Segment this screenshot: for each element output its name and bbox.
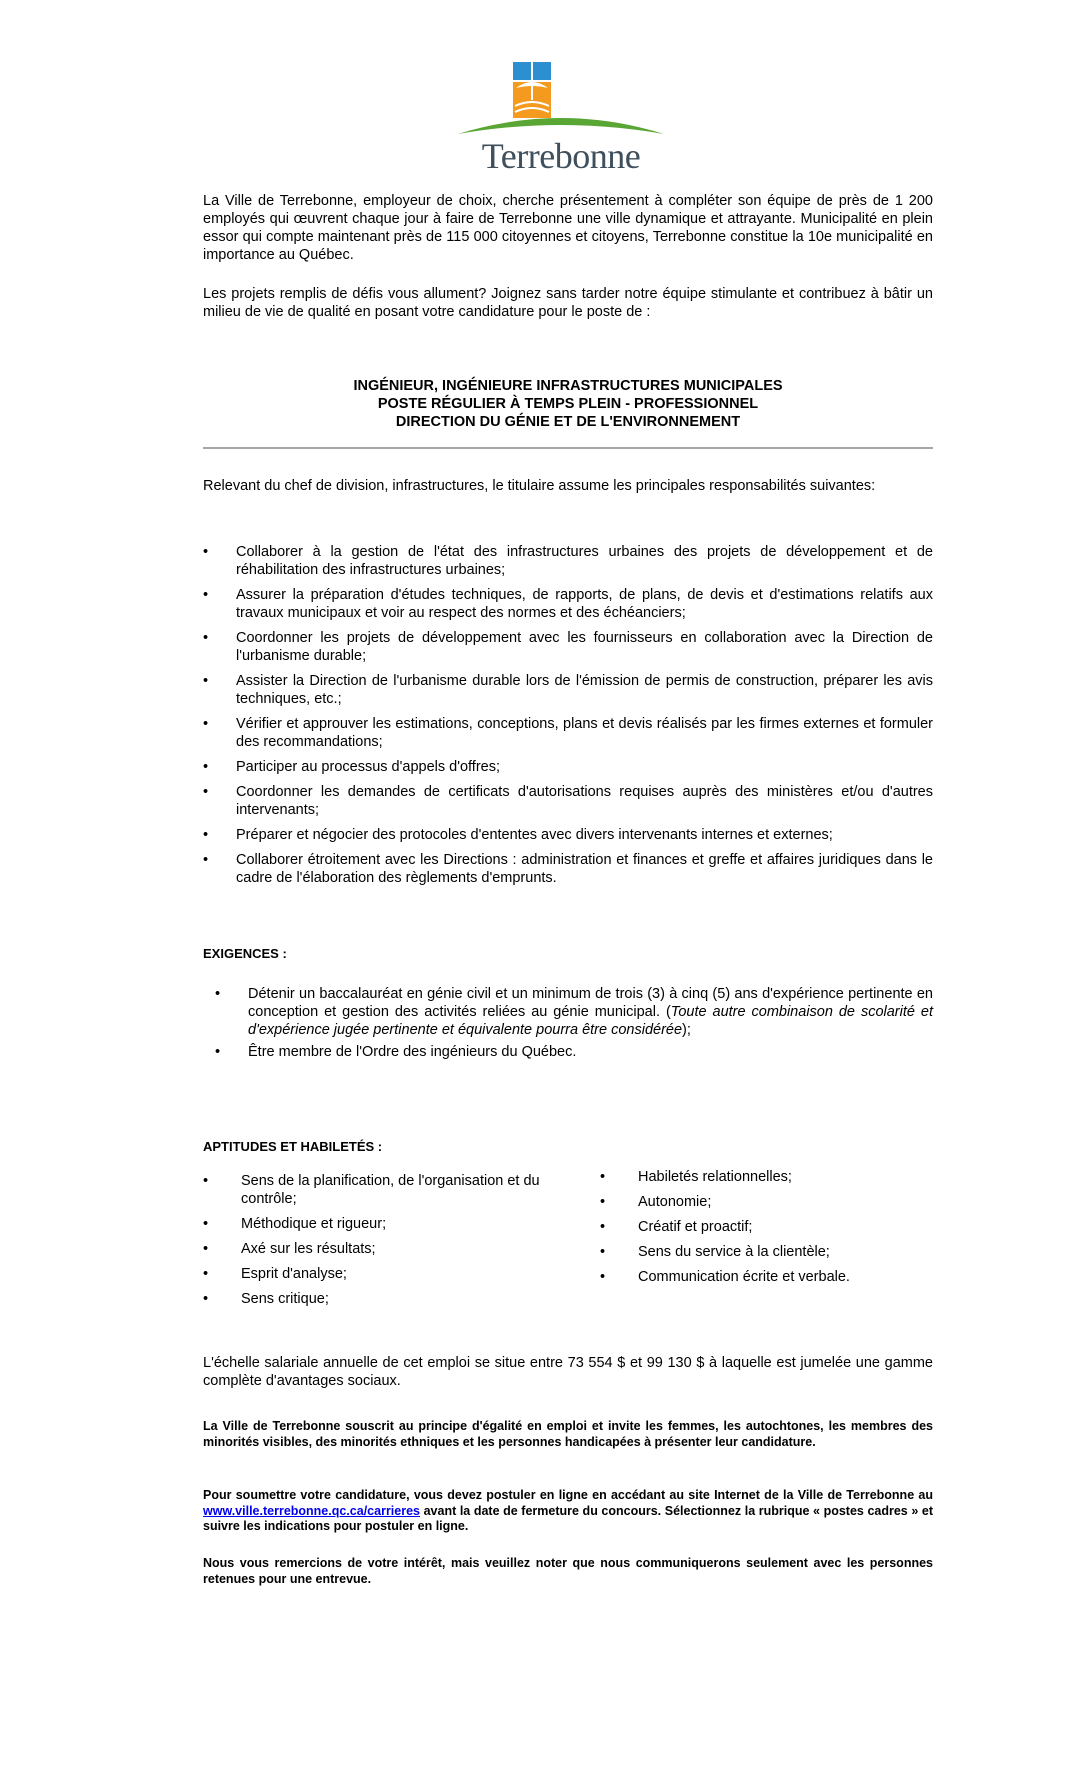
- aptitudes-heading: APTITUDES ET HABILETÉS :: [203, 1139, 383, 1154]
- list-item: • Sens critique;: [203, 1291, 329, 1307]
- responsibilities-lead: Relevant du chef de division, infrastructures, le titulaire assume les principales responsabilités suivantes:: [203, 478, 876, 494]
- list-item: • Assurer la préparation d'études techniques, de rapports, de plans, de devis et d'estimations relatifs aux travaux municipaux et voir au respect des normes et des échéanciers;: [203, 587, 933, 621]
- responsibilities-list: [203, 543, 933, 894]
- bullet-icon: •: [215, 986, 221, 1002]
- job-title: INGÉNIEUR, INGÉNIEURE INFRASTRUCTURES MUNICIPALES: [353, 378, 783, 394]
- salary-paragraph: L'échelle salariale annuelle de cet emploi se situe entre 73 554 $ et 99 130 $ à laquelle est jumelée une gamme complète d'avantages sociaux.: [203, 1355, 933, 1389]
- intro-paragraph-2: Les projets remplis de défis vous allument? Joignez sans tarder notre équipe stimulante et contribuez à bâtir un milieu de vie de qualité en posant votre candidature pour le poste de :: [203, 286, 933, 320]
- terrebonne-logo: [456, 58, 666, 178]
- list-item: • Communication écrite et verbale.: [600, 1269, 850, 1285]
- list-item: • Être membre de l'Ordre des ingénieurs du Québec.: [215, 1044, 577, 1060]
- list-item: • Collaborer à la gestion de l'état des infrastructures urbaines des projets de développement et de réhabilitation des infrastructures urbaines;: [203, 544, 933, 578]
- bullet-icon: •: [203, 1241, 209, 1257]
- list-item: • Coordonner les demandes de certificats d'autorisations requises auprès des ministères et/ou d'autres intervenants;: [203, 784, 933, 818]
- equality-statement: La Ville de Terrebonne souscrit au principe d'égalité en emploi et invite les femmes, les autochtones, les membres des minorités visibles, des minorités ethniques et les personnes handicapées à présenter leur candidature.: [203, 1419, 933, 1449]
- bullet-icon: •: [203, 852, 209, 868]
- list-item: • Préparer et négocier des protocoles d'ententes avec divers intervenants internes et externes;: [203, 827, 833, 843]
- list-item: • Méthodique et rigueur;: [203, 1216, 387, 1232]
- bullet-icon: •: [203, 784, 209, 800]
- careers-link[interactable]: www.ville.terrebonne.qc.ca/carrieres: [203, 1503, 420, 1518]
- bullet-icon: •: [203, 827, 209, 843]
- aptitudes-right-list: [600, 1168, 930, 1293]
- bullet-icon: •: [600, 1244, 606, 1260]
- bullet-icon: •: [600, 1269, 606, 1285]
- list-item: • Sens du service à la clientèle;: [600, 1244, 830, 1260]
- list-item: • Détenir un baccalauréat en génie civil et un minimum de trois (3) à cinq (5) ans d'expérience pertinente en conception et gestion des activités reliées au génie municipal. (Toute autre combinaison de scolarité et d'expérience jugée pertinente et équivalente pourra être considérée);: [215, 986, 934, 1038]
- list-item: • Esprit d'analyse;: [203, 1266, 347, 1282]
- horizontal-divider: [203, 447, 933, 449]
- list-item: • Vérifier et approuver les estimations, conceptions, plans et devis réalisés par les firmes externes et formuler des recommandations;: [203, 716, 933, 750]
- bullet-icon: •: [203, 544, 209, 560]
- job-title-block: [203, 377, 933, 431]
- bullet-icon: •: [203, 1216, 209, 1232]
- aptitudes-left-list: [203, 1172, 553, 1315]
- bullet-icon: •: [203, 673, 209, 689]
- bullet-icon: •: [203, 630, 209, 646]
- exigences-heading: EXIGENCES :: [203, 946, 287, 961]
- bullet-icon: •: [600, 1194, 606, 1210]
- bullet-icon: •: [203, 1291, 209, 1307]
- list-item: • Autonomie;: [600, 1194, 712, 1210]
- logo-wordmark: Terrebonne: [481, 136, 641, 176]
- list-item: • Créatif et proactif;: [600, 1219, 753, 1235]
- list-item: • Participer au processus d'appels d'offres;: [203, 759, 500, 775]
- bullet-icon: •: [203, 587, 209, 603]
- list-item: • Axé sur les résultats;: [203, 1241, 376, 1257]
- bullet-icon: •: [600, 1219, 606, 1235]
- list-item: • Collaborer étroitement avec les Directions : administration et finances et greffe et affaires juridiques dans le cadre de l'élaboration des règlements d'emprunts.: [203, 852, 933, 886]
- bullet-icon: •: [203, 1266, 209, 1282]
- exigences-list: [215, 985, 933, 1065]
- bullet-icon: •: [203, 759, 209, 775]
- bullet-icon: •: [600, 1169, 606, 1185]
- list-item: • Sens de la planification, de l'organisation et du contrôle;: [203, 1173, 540, 1207]
- intro-paragraph-1: La Ville de Terrebonne, employeur de choix, cherche présentement à compléter son équipe de près de 1 200 employés qui œuvrent chaque jour à faire de Terrebonne une ville dynamique et attrayante. Municipalité en plein essor qui compte maintenant près de 115 000 citoyennes et citoyens, Terrebonne constitue la 10e municipalité en importance au Québec.: [203, 193, 933, 263]
- logo-emblem-icon: [456, 58, 666, 138]
- bullet-icon: •: [215, 1044, 221, 1060]
- bullet-icon: •: [203, 716, 209, 732]
- list-item: • Assister la Direction de l'urbanisme durable lors de l'émission de permis de construction, préparer les avis techniques, etc.;: [203, 673, 933, 707]
- list-item: • Coordonner les projets de développement avec les fournisseurs en collaboration avec la Direction de l'urbanisme durable;: [203, 630, 933, 664]
- thanks-note: Nous vous remercions de votre intérêt, mais veuillez noter que nous communiquerons seulement avec les personnes retenues pour une entrevue.: [203, 1556, 933, 1586]
- job-department: DIRECTION DU GÉNIE ET DE L'ENVIRONNEMENT: [395, 414, 741, 430]
- application-instructions: Pour soumettre votre candidature, vous devez postuler en ligne en accédant au site Internet de la Ville de Terrebonne au www.ville.terrebonne.qc.ca/carrieres avant la date de fermeture du concours. Sélectionnez la rubrique « postes cadres » et suivre les indications pour postuler en ligne.: [203, 1488, 933, 1533]
- list-item: • Habiletés relationnelles;: [600, 1169, 792, 1185]
- bullet-icon: •: [203, 1173, 209, 1189]
- job-status: POSTE RÉGULIER À TEMPS PLEIN - PROFESSIONNEL: [377, 396, 759, 412]
